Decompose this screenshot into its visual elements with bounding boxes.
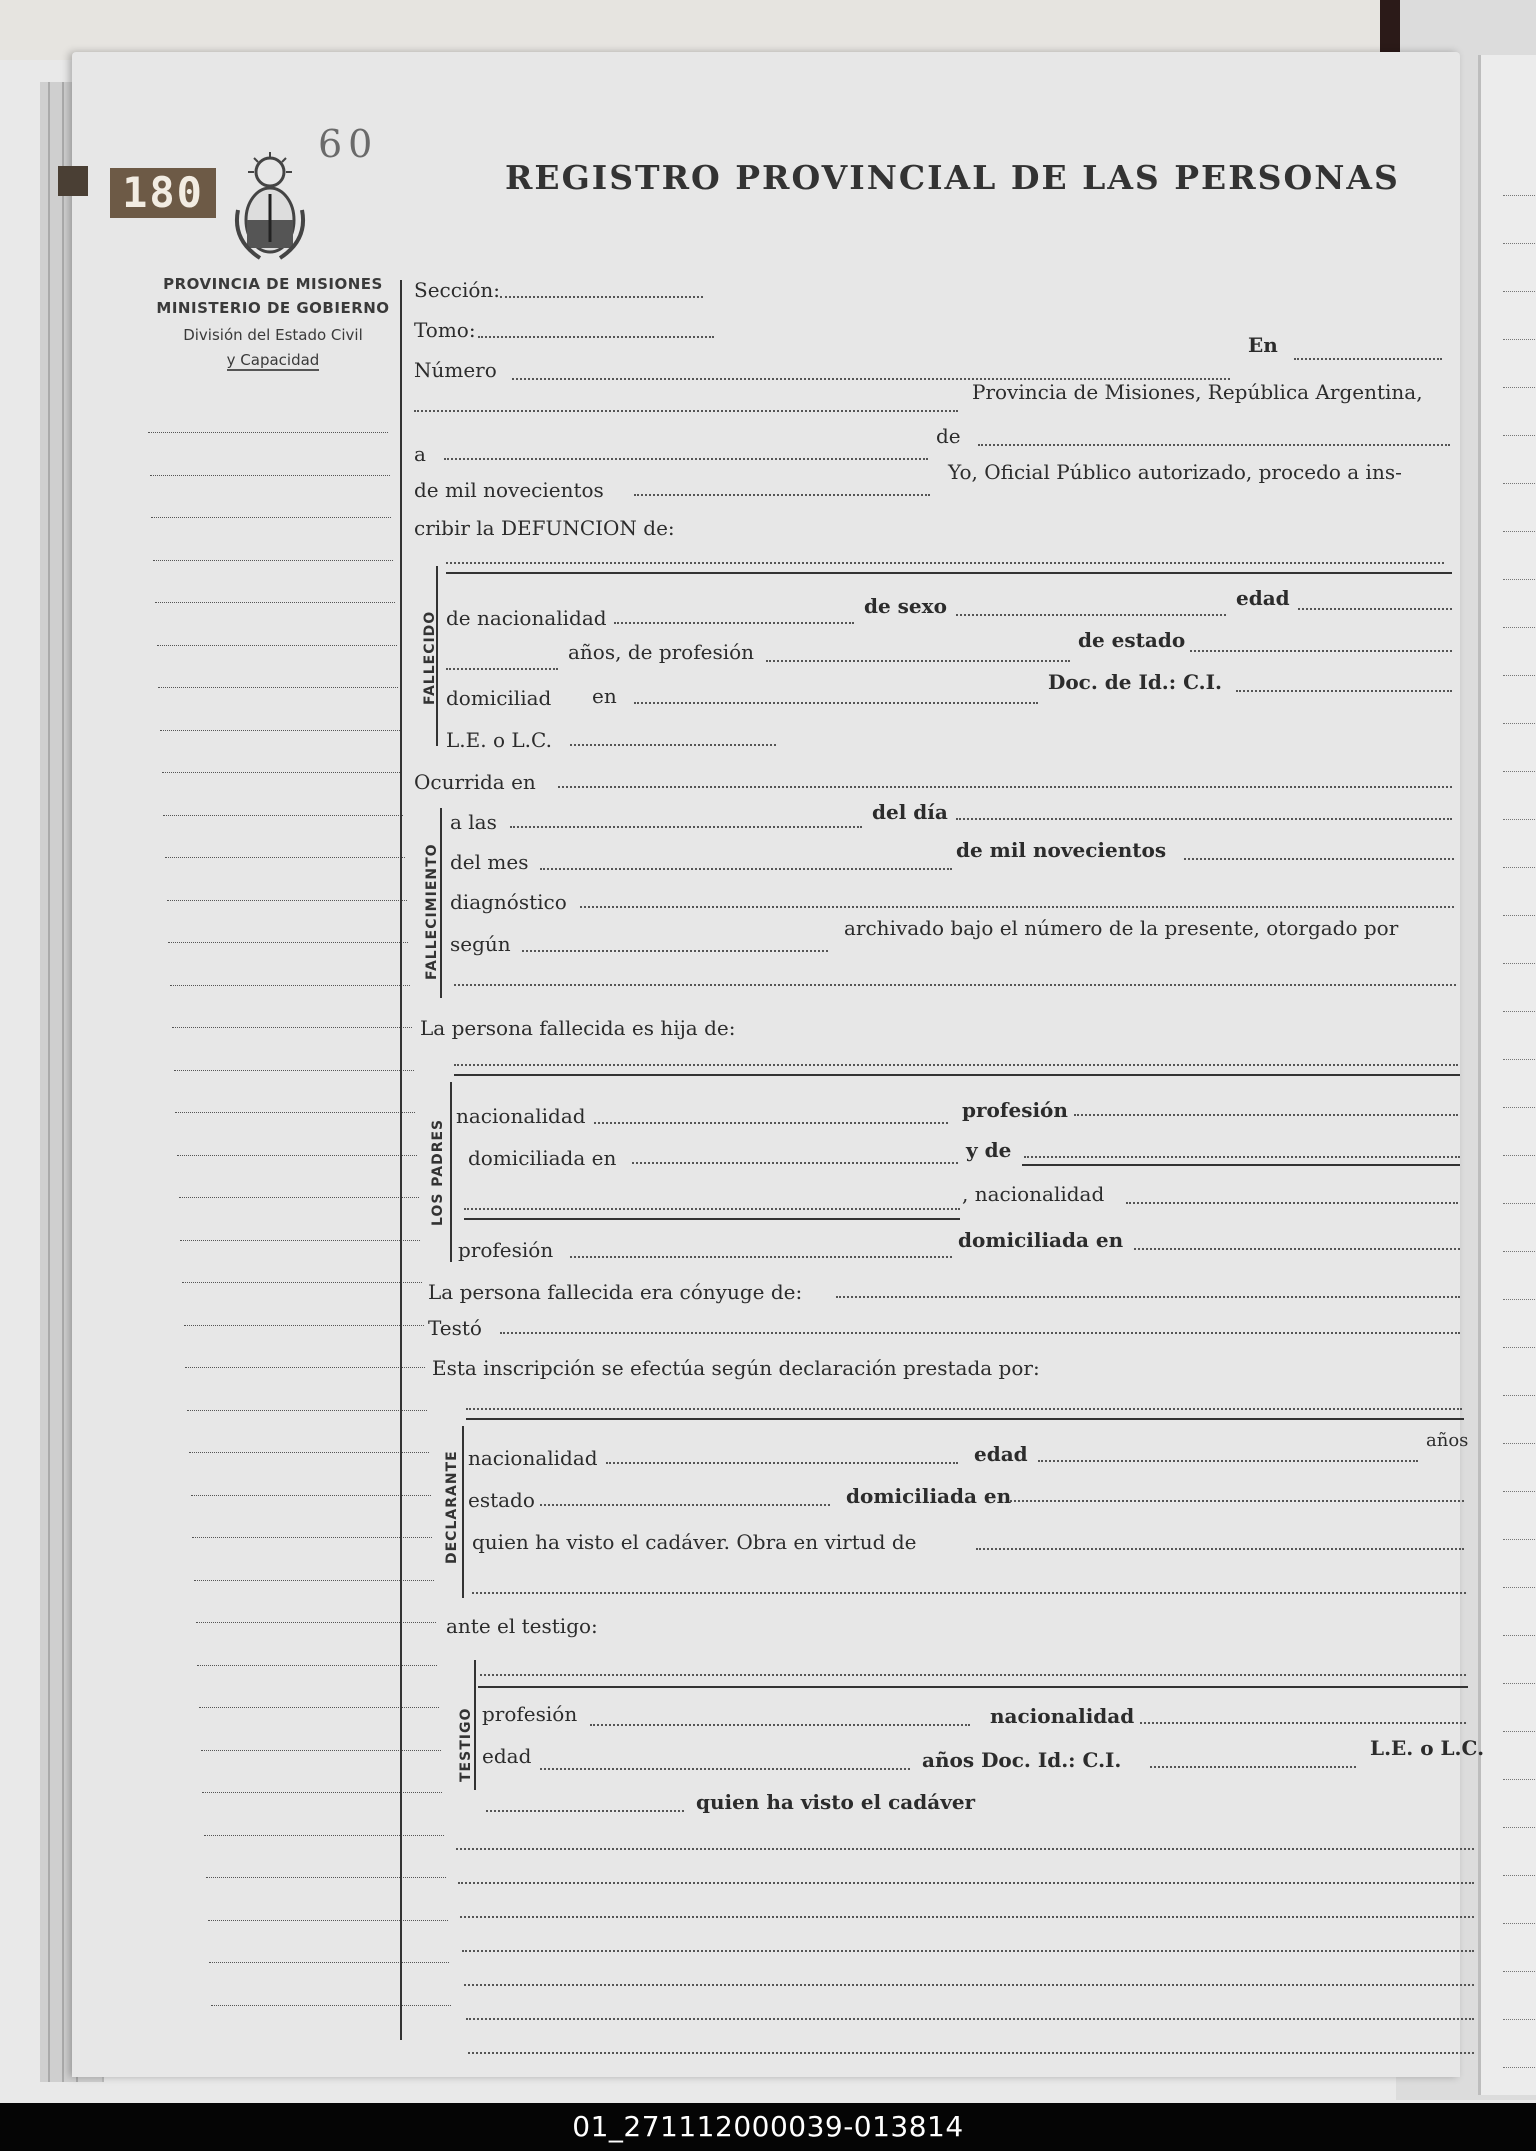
label-edad: edad	[1236, 586, 1290, 610]
adjacent-page-line	[1503, 243, 1536, 244]
field-tomo[interactable]	[478, 336, 714, 338]
adjacent-page-line	[1503, 1971, 1536, 1972]
field-testigo-nombre[interactable]	[480, 1674, 1466, 1676]
label-ocurrida-en: Ocurrida en	[414, 770, 536, 794]
field-segun[interactable]	[522, 950, 828, 952]
margin-line[interactable]	[167, 900, 407, 901]
margin-line[interactable]	[177, 1155, 417, 1156]
testigo-top-rule	[478, 1686, 1468, 1688]
field-nacionalidad-fallecido[interactable]	[614, 622, 854, 624]
field-profesion[interactable]	[766, 660, 1070, 662]
label-diagnostico: diagnóstico	[450, 890, 567, 914]
margin-line[interactable]	[206, 1877, 446, 1878]
margin-line[interactable]	[179, 1197, 419, 1198]
adjacent-page-line	[1503, 483, 1536, 484]
field-anio-fallecimiento[interactable]	[1184, 858, 1454, 860]
label-testigo-le-lc: L.E. o L.C.	[1370, 1736, 1485, 1760]
section-padres: LOS PADRES	[430, 1118, 446, 1226]
label-declarante-nacionalidad: nacionalidad	[468, 1446, 598, 1470]
field-diagnostico[interactable]	[580, 906, 1454, 908]
margin-line[interactable]	[158, 687, 398, 688]
label-padres-nacionalidad: nacionalidad	[456, 1104, 586, 1128]
field-a[interactable]	[444, 458, 928, 460]
image-id-bar: 01_271112000039-013814	[0, 2103, 1536, 2151]
label-hija-de: La persona fallecida es hija de:	[420, 1016, 736, 1040]
label-seccion: Sección:	[414, 278, 500, 302]
adjacent-page-line	[1503, 675, 1536, 676]
field-declarante-domicilio[interactable]	[1010, 1500, 1464, 1502]
label-en: En	[1248, 333, 1278, 357]
fallecido-top-rule	[446, 572, 1452, 574]
adjacent-page-line	[1503, 2019, 1536, 2020]
margin-line[interactable]	[163, 815, 403, 816]
field-testigo-nacionalidad[interactable]	[1140, 1722, 1466, 1724]
adjacent-page-line	[1503, 1155, 1536, 1156]
label-testigo-anos-doc: años Doc. Id.: C.I.	[922, 1748, 1122, 1772]
margin-line[interactable]	[148, 432, 388, 433]
margin-line[interactable]	[157, 645, 397, 646]
label-tomo: Tomo:	[414, 318, 476, 342]
margin-line[interactable]	[162, 772, 402, 773]
margin-line[interactable]	[194, 1580, 434, 1581]
label-testigo-profesion: profesión	[482, 1702, 578, 1726]
label-del-dia: del día	[872, 800, 948, 824]
section-fallecido: FALLECIDO	[422, 610, 438, 705]
label-padres-profesion: profesión	[962, 1098, 1068, 1122]
adjacent-page-line	[1503, 1731, 1536, 1732]
margin-line[interactable]	[180, 1240, 420, 1241]
label-anos-profesion: años, de profesión	[568, 640, 755, 664]
label-de-estado: de estado	[1078, 628, 1186, 652]
label-le-lc: L.E. o L.C.	[446, 728, 552, 752]
page-title: REGISTRO PROVINCIAL DE LAS PERSONAS	[505, 158, 1400, 197]
org-province: PROVINCIA DE MISIONES	[163, 275, 383, 293]
margin-line[interactable]	[185, 1367, 425, 1368]
label-numero: Número	[414, 358, 497, 382]
adjacent-page-line	[1503, 2067, 1536, 2068]
margin-line[interactable]	[208, 1920, 448, 1921]
field-declarante-extra[interactable]	[472, 1592, 1466, 1594]
margin-line[interactable]	[153, 560, 393, 561]
adjacent-page-line	[1503, 1827, 1536, 1828]
field-obra-en-virtud[interactable]	[976, 1548, 1464, 1550]
field-declarante-estado[interactable]	[540, 1504, 830, 1506]
label-testo: Testó	[428, 1316, 482, 1340]
label-declarante-edad: edad	[974, 1442, 1028, 1466]
adjacent-page-line	[1503, 579, 1536, 580]
adjacent-page-line	[1503, 1251, 1536, 1252]
label-testigo-nacionalidad: nacionalidad	[990, 1704, 1135, 1728]
fallecimiento-bracket	[440, 808, 442, 998]
margin-line[interactable]	[204, 1835, 444, 1836]
margin-line[interactable]	[155, 602, 395, 603]
adjacent-page-line	[1503, 1491, 1536, 1492]
label-domiciliad: domiciliad	[446, 686, 552, 710]
adjacent-page-line	[1503, 1299, 1536, 1300]
field-testo[interactable]	[500, 1332, 1460, 1334]
madre-rule-2	[464, 1218, 960, 1220]
margin-line[interactable]	[174, 1070, 414, 1071]
label-en-domicilio: en	[592, 684, 617, 708]
adjacent-page-line	[1503, 1923, 1536, 1924]
adjacent-page	[1478, 55, 1536, 2095]
margin-line[interactable]	[150, 475, 390, 476]
field-padre-nombre[interactable]	[454, 1064, 1458, 1066]
label-archivado: archivado bajo el número de la presente, otorgado por	[844, 916, 1399, 940]
field-declarante-edad[interactable]	[1038, 1460, 1418, 1462]
adjacent-page-line	[1503, 867, 1536, 868]
field-anio[interactable]	[634, 494, 930, 496]
field-madre-profesion[interactable]	[570, 1256, 952, 1258]
book-edge	[1380, 0, 1400, 60]
field-hora[interactable]	[510, 826, 862, 828]
margin-line[interactable]	[151, 517, 391, 518]
label-provincia: Provincia de Misiones, República Argentina,	[972, 380, 1423, 404]
section-testigo: TESTIGO	[458, 1707, 474, 1782]
label-declarante-quien: quien ha visto el cadáver. Obra en virtud de	[472, 1530, 917, 1554]
field-nombre-fallecido[interactable]	[446, 562, 1444, 564]
field-lugar[interactable]	[414, 410, 958, 412]
label-testigo-quien: quien ha visto el cadáver	[696, 1790, 976, 1814]
adjacent-page-line	[1503, 1683, 1536, 1684]
field-madre-nombre[interactable]	[1024, 1156, 1460, 1158]
field-mes[interactable]	[540, 868, 952, 870]
label-de-mil-novecientos-2: de mil novecientos	[956, 838, 1167, 862]
label-segun: según	[450, 932, 511, 956]
adjacent-page-line	[1503, 1395, 1536, 1396]
notes-line[interactable]	[464, 1984, 1474, 1986]
margin-line[interactable]	[187, 1410, 427, 1411]
field-madre-domicilio[interactable]	[1134, 1248, 1460, 1250]
adjacent-page-line	[1503, 1635, 1536, 1636]
margin-line[interactable]	[170, 985, 410, 986]
declarante-bracket	[462, 1426, 464, 1598]
margin-line[interactable]	[201, 1750, 441, 1751]
declarante-top-rule	[466, 1418, 1464, 1420]
adjacent-page-line	[1503, 1347, 1536, 1348]
field-madre-extra[interactable]	[464, 1208, 960, 1210]
adjacent-page-line	[1503, 1779, 1536, 1780]
adjacent-page-line	[1503, 387, 1536, 388]
madre-rule	[1022, 1164, 1460, 1166]
margin-line[interactable]	[184, 1325, 424, 1326]
field-madre-nacionalidad[interactable]	[1126, 1202, 1458, 1204]
adjacent-page-line	[1503, 915, 1536, 916]
main-vertical-rule	[400, 280, 402, 2040]
label-inscripcion: Esta inscripción se efectúa según declaración prestada por:	[432, 1356, 1040, 1380]
field-testigo-edad[interactable]	[540, 1768, 910, 1770]
notes-line[interactable]	[456, 1848, 1474, 1850]
padres-bracket	[450, 1082, 452, 1262]
adjacent-page-line	[1503, 723, 1536, 724]
adjacent-page-line	[1503, 435, 1536, 436]
margin-line[interactable]	[189, 1452, 429, 1453]
label-padres-nacionalidad-2: , nacionalidad	[962, 1182, 1105, 1206]
testigo-bracket	[474, 1660, 476, 1790]
field-edad[interactable]	[1298, 608, 1452, 610]
field-padre-domicilio[interactable]	[632, 1162, 958, 1164]
label-yo-oficial: Yo, Oficial Público autorizado, procedo a ins-	[948, 460, 1402, 484]
field-padre-nacionalidad[interactable]	[594, 1122, 948, 1124]
field-declarante-nombre[interactable]	[466, 1408, 1462, 1410]
margin-line[interactable]	[199, 1707, 439, 1708]
adjacent-page-line	[1503, 1539, 1536, 1540]
field-dia[interactable]	[956, 818, 1452, 820]
margin-line[interactable]	[165, 857, 405, 858]
field-ci[interactable]	[1236, 690, 1452, 692]
field-en[interactable]	[1294, 358, 1442, 360]
label-declarante-estado: estado	[468, 1488, 535, 1512]
label-declarante-anos: años	[1426, 1430, 1469, 1451]
field-testigo-ci[interactable]	[1150, 1766, 1356, 1768]
label-a-las: a las	[450, 810, 497, 834]
field-domicilio[interactable]	[634, 702, 1038, 704]
adjacent-page-line	[1503, 1011, 1536, 1012]
margin-line[interactable]	[175, 1112, 415, 1113]
label-cribir: cribir la DEFUNCION de:	[414, 516, 675, 540]
label-padres-domiciliada: domiciliada en	[468, 1146, 617, 1170]
adjacent-page-line	[1503, 531, 1536, 532]
field-seccion[interactable]	[500, 296, 703, 298]
label-padres-profesion-2: profesión	[458, 1238, 554, 1262]
adjacent-page-line	[1503, 339, 1536, 340]
margin-line[interactable]	[168, 942, 408, 943]
field-conyuge[interactable]	[836, 1296, 1460, 1298]
padres-top-rule	[454, 1074, 1460, 1076]
coat-of-arms-icon	[230, 150, 310, 265]
folio-number: 180	[110, 168, 216, 218]
org-division: División del Estado Civil	[183, 326, 363, 344]
org-ministry: MINISTERIO DE GOBIERNO	[156, 299, 390, 317]
label-conyuge: La persona fallecida era cónyuge de:	[428, 1280, 803, 1304]
margin-line[interactable]	[191, 1495, 431, 1496]
field-estado[interactable]	[1190, 650, 1452, 652]
adjacent-page-line	[1503, 819, 1536, 820]
field-testigo-profesion[interactable]	[590, 1724, 970, 1726]
label-a: a	[414, 442, 426, 466]
adjacent-page-line	[1503, 195, 1536, 196]
adjacent-page-line	[1503, 627, 1536, 628]
label-de-nacionalidad: de nacionalidad	[446, 606, 607, 630]
field-le-lc[interactable]	[570, 744, 776, 746]
section-fallecimiento: FALLECIMIENTO	[424, 843, 440, 980]
adjacent-page-line	[1503, 963, 1536, 964]
label-declarante-domiciliada: domiciliada en	[846, 1484, 1012, 1508]
margin-line[interactable]	[192, 1537, 432, 1538]
label-doc-id: Doc. de Id.: C.I.	[1048, 670, 1222, 694]
adjacent-page-line	[1503, 771, 1536, 772]
adjacent-page-line	[1503, 1875, 1536, 1876]
notes-line[interactable]	[466, 2018, 1474, 2020]
notes-line[interactable]	[460, 1916, 1474, 1918]
section-declarante: DECLARANTE	[444, 1450, 460, 1564]
label-de: de	[936, 424, 961, 448]
label-ante-testigo: ante el testigo:	[446, 1614, 598, 1638]
label-de-sexo: de sexo	[864, 594, 947, 618]
adjacent-page-line	[1503, 1203, 1536, 1204]
label-testigo-edad: edad	[482, 1744, 532, 1768]
label-del-mes: del mes	[450, 850, 529, 874]
org-capacity: y Capacidad	[226, 351, 320, 369]
field-declarante-nacionalidad[interactable]	[606, 1462, 958, 1464]
field-ocurrida-en[interactable]	[558, 786, 1452, 788]
field-sexo[interactable]	[956, 614, 1226, 616]
margin-line[interactable]	[202, 1792, 442, 1793]
field-de[interactable]	[978, 444, 1450, 446]
notes-line[interactable]	[458, 1882, 1474, 1884]
margin-line[interactable]	[160, 730, 400, 731]
adjacent-page-line	[1503, 1107, 1536, 1108]
label-de-mil-novecientos: de mil novecientos	[414, 478, 604, 502]
field-testigo-extra[interactable]	[486, 1810, 684, 1812]
margin-line[interactable]	[211, 2005, 451, 2006]
adjacent-page-line	[1503, 1443, 1536, 1444]
adjacent-page-line	[1503, 291, 1536, 292]
field-otorgado-por[interactable]	[454, 984, 1456, 986]
field-anos[interactable]	[446, 668, 558, 670]
background-top	[0, 0, 1536, 60]
notes-line[interactable]	[468, 2052, 1474, 2054]
handwritten-number: 60	[318, 122, 379, 166]
adjacent-page-line	[1503, 1059, 1536, 1060]
label-y-de: y de	[966, 1138, 1012, 1162]
notes-line[interactable]	[462, 1950, 1474, 1952]
margin-line[interactable]	[182, 1282, 422, 1283]
margin-line[interactable]	[172, 1027, 412, 1028]
folio-tab	[58, 166, 88, 196]
margin-line[interactable]	[209, 1962, 449, 1963]
label-padres-domiciliada-2: domiciliada en	[958, 1228, 1124, 1252]
field-padre-profesion[interactable]	[1074, 1114, 1458, 1116]
adjacent-page-line	[1503, 1587, 1536, 1588]
